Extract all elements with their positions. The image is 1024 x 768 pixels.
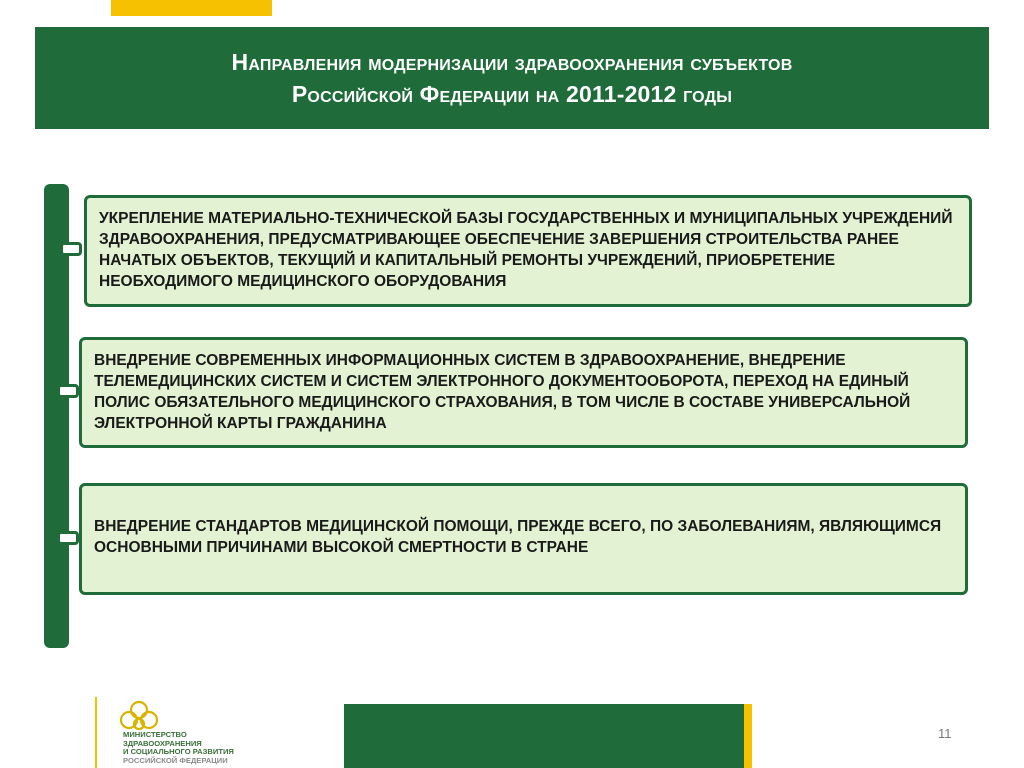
direction-text-3: ВНЕДРЕНИЕ СТАНДАРТОВ МЕДИЦИНСКОЙ ПОМОЩИ, ПРЕЖДЕ ВСЕГО, ПО ЗАБОЛЕВАНИЯМ, ЯВЛЯЮЩИМСЯ ОСНОВНЫМИ ПРИЧИНАМИ ВЫСОКОЙ СМЕРТНОСТИ В СТРАНЕ [94,518,942,556]
connector-2 [57,384,79,398]
slide-title-line-1: Направления модернизации здравоохранения субъектов [231,49,793,75]
title-bar [35,27,989,129]
ministry-line-4: РОССИЙСКОЙ ФЕДЕРАЦИИ [123,755,228,765]
ministry-line-2: ЗДРАВООХРАНЕНИЯ [123,738,202,748]
slide-title-line-2: Российской Федерации на 2011-2012 годы [291,81,733,107]
direction-text-2: ВНЕДРЕНИЕ СОВРЕМЕННЫХ ИНФОРМАЦИОННЫХ СИСТЕМ В ЗДРАВООХРАНЕНИЕ, ВНЕДРЕНИЕ ТЕЛЕМЕДИЦИНСКИХ СИСТЕМ И СИСТЕМ ЭЛЕКТРОННОГО ДОКУМЕНТООБОРОТА, ПЕРЕХОД НА ЕДИНЫЙ ПОЛИС ОБЯЗАТЕЛЬНОГО МЕДИЦИНСКОГО СТРАХОВАНИЯ, В ТОМ ЧИСЛЕ В СОСТАВЕ УНИВЕРСАЛЬНОЙ ЭЛЕКТРОННОЙ КАРТЫ ГРАЖДАНИНА [94,352,911,432]
top-accent-bar [111,0,272,16]
footer-band-accent [744,704,752,768]
ministry-logo [95,697,297,768]
page-number: 11 [938,726,952,741]
connector-3 [57,531,79,545]
direction-card-3 [79,483,968,595]
ministry-name [123,731,234,765]
ministry-line-1: МИНИСТЕРСТВО [123,730,187,739]
direction-text-1: УКРЕПЛЕНИЕ МАТЕРИАЛЬНО-ТЕХНИЧЕСКОЙ БАЗЫ ГОСУДАРСТВЕННЫХ И МУНИЦИПАЛЬНЫХ УЧРЕЖДЕНИЙ ЗДРАВООХРАНЕНИЯ, ПРЕДУСМАТРИВАЮЩЕЕ ОБЕСПЕЧЕНИЕ ЗАВЕРШЕНИЯ СТРОИТЕЛЬСТВА РАНЕЕ НАЧАТЫХ ОБЪЕКТОВ, ТЕКУЩИЙ И КАПИТАЛЬНЫЙ РЕМОНТЫ УЧРЕЖДЕНИЙ, ПРИОБРЕТЕНИЕ НЕОБХОДИМОГО МЕДИЦИНСКОГО ОБОРУДОВАНИЯ [99,210,953,290]
direction-card-2 [79,337,968,448]
connector-1 [60,242,82,256]
footer-band [344,704,744,768]
ministry-line-3: И СОЦИАЛЬНОГО РАЗВИТИЯ [123,747,234,756]
direction-card-1 [84,195,972,307]
